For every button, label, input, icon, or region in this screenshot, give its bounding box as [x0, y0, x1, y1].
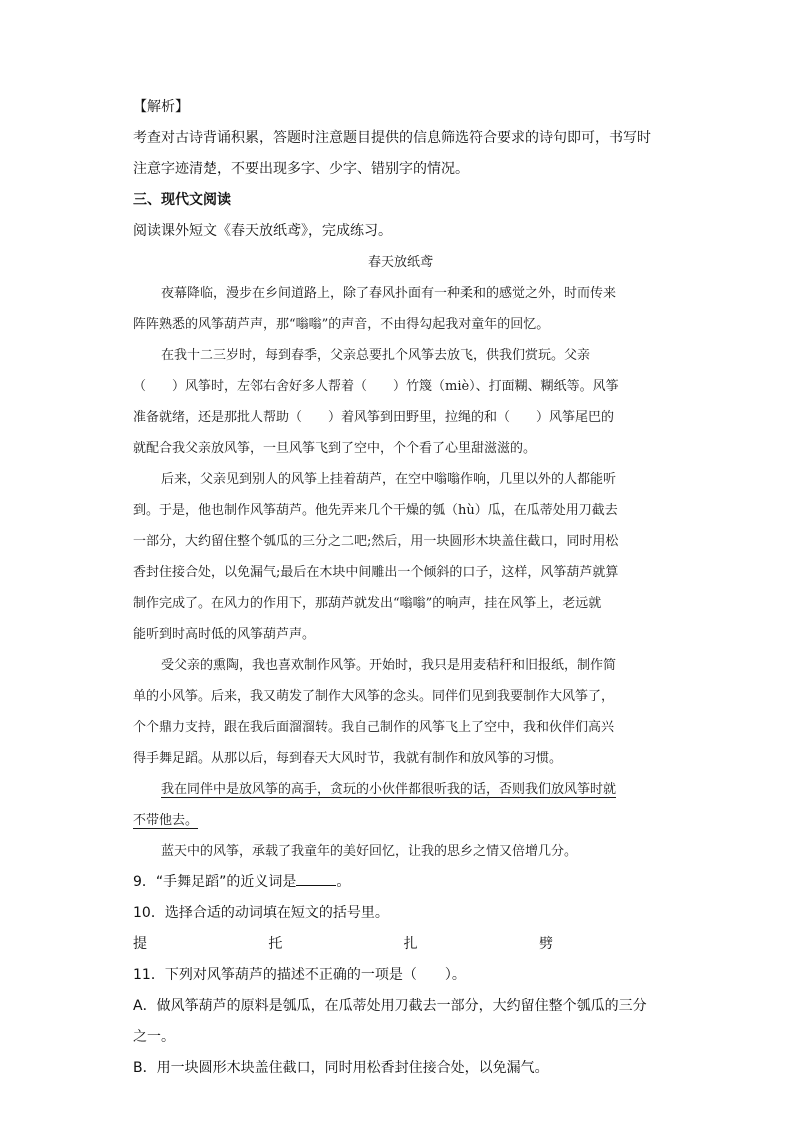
passage-line: 准备就绪，还是那批人帮助（ ）着风筝到田野里，拉绳的和（ ）风筝尾巴的 — [133, 410, 615, 425]
passage-line: 在我十二三岁时，每到春季，父亲总要扎个风筝去放飞，供我们赏玩。父亲 — [161, 348, 591, 363]
passage-line: 到。于是，他也制作风筝葫芦。他先弄来几个干燥的瓠（hù）瓜，在瓜蒂处用刀截去 — [133, 503, 618, 518]
underlined-sentence: 我在同伴中是放风筝的高手，贪玩的小伙伴都很听我的话，否则我们放风筝时就 — [161, 782, 617, 797]
passage-line: 蓝天中的风筝，承载了我童年的美好回忆，让我的思乡之情又倍增几分。 — [161, 844, 578, 859]
verb-choice: 托 — [268, 936, 283, 952]
question-9-text: 9．“手舞足蹈”的近义词是 — [133, 874, 297, 890]
passage-line: 夜幕降临，漫步在乡间道路上，除了春风扑面有一种柔和的感觉之外，时而传来 — [161, 286, 617, 301]
analysis-heading: 【解析】 — [133, 99, 189, 115]
analysis-text-line-2: 注意字迹清楚，不要出现多字、少字、错别字的情况。 — [133, 161, 469, 177]
reading-instruction: 阅读课外短文《春天放纸鸢》，完成练习。 — [133, 223, 392, 239]
passage-line: 单的小风筝。后来，我又萌发了制作大风筝的念头。同伴们见到我要制作大风筝了， — [133, 689, 615, 704]
passage-line: 能听到时高时低的风筝葫芦声。 — [133, 627, 316, 642]
option-a-line-1: A．做风筝葫芦的原料是瓠瓜，在瓜蒂处用刀截去一部分，大约留住整个瓠瓜的三分 — [133, 998, 647, 1014]
passage-title: 春天放纸鸢 — [368, 255, 434, 270]
passage-line: 一部分，大约留住整个瓠瓜的三分之二吧;然后，用一块圆形木块盖住截口，同时用松 — [133, 534, 619, 549]
analysis-text-line-1: 考查对古诗背诵积累，答题时注意题目提供的信息筛选符合要求的诗句即可，书写时 — [133, 130, 651, 146]
passage-line: 阵阵熟悉的风筝葫芦声，那“嗡嗡”的声音，不由得勾起我对童年的回忆。 — [133, 317, 550, 332]
passage-line: 后来，父亲见到别人的风筝上挂着葫芦，在空中嗡嗡作响，几里以外的人都能听 — [161, 472, 617, 487]
section-title: 三、现代文阅读 — [133, 192, 231, 208]
passage-line: 制作完成了。在风力的作用下，那葫芦就发出“嗡嗡”的响声，挂在风筝上，老远就 — [133, 596, 602, 611]
underlined-sentence: 不带他去。 — [133, 813, 199, 828]
question-9-suffix: 。 — [336, 874, 351, 890]
passage-line: （ ）风筝时，左邻右舍好多人帮着（ ）竹篾（miè）、打面糊、糊纸等。风筝 — [133, 379, 619, 394]
passage-line: 就配合我父亲放风筝，一旦风筝飞到了空中，个个看了心里甜滋滋的。 — [133, 441, 537, 456]
question-9 — [133, 871, 350, 891]
verb-choice: 劈 — [538, 936, 553, 952]
passage-line: 受父亲的熏陶，我也喜欢制作风筝。开始时，我只是用麦秸秆和旧报纸，制作简 — [161, 658, 617, 673]
question-11: 11．下列对风筝葫芦的描述不正确的一项是（ ）。 — [133, 967, 466, 983]
passage-line: 香封住接合处，以免漏气;最后在木块中间雕出一个倾斜的口子，这样，风筝葫芦就算 — [133, 565, 619, 580]
verb-choices — [133, 933, 553, 953]
verb-choice: 提 — [133, 936, 147, 952]
option-a-line-2: 之一。 — [133, 1029, 175, 1045]
answer-blank[interactable] — [296, 873, 336, 886]
verb-choice: 扎 — [403, 936, 418, 952]
option-b: B．用一块圆形木块盖住截口，同时用松香封住接合处，以免漏气。 — [133, 1060, 549, 1076]
passage-line: 得手舞足蹈。从那以后，每到春天大风时节，我就有制作和放风筝的习惯。 — [133, 751, 563, 766]
question-10: 10．选择合适的动词填在短文的括号里。 — [133, 905, 389, 921]
passage-line: 个个鼎力支持，跟在我后面溜溜转。我自己制作的风筝飞上了空中，我和伙伴们高兴 — [133, 720, 615, 735]
